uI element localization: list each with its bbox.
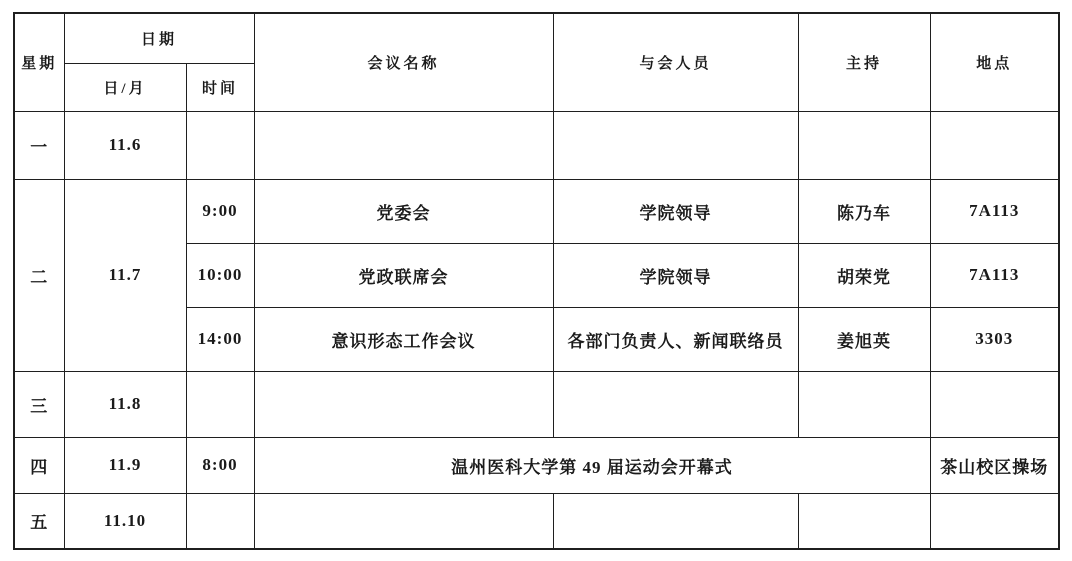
cell-tuesday-2-time: 10:00 bbox=[186, 243, 254, 307]
cell-monday-meeting bbox=[254, 111, 553, 179]
cell-thursday-date: 11.9 bbox=[64, 437, 186, 493]
cell-monday-host bbox=[798, 111, 930, 179]
cell-tuesday-3-time: 14:00 bbox=[186, 307, 254, 371]
cell-monday-weekday: 一 bbox=[14, 111, 64, 179]
header-day-month: 日/月 bbox=[64, 63, 186, 111]
row-monday bbox=[14, 111, 1059, 179]
cell-wednesday-meeting bbox=[254, 371, 553, 437]
cell-wednesday-date: 11.8 bbox=[64, 371, 186, 437]
cell-monday-attendees bbox=[553, 111, 798, 179]
cell-wednesday-weekday: 三 bbox=[14, 371, 64, 437]
cell-tuesday-3-attendees: 各部门负责人、新闻联络员 bbox=[553, 307, 798, 371]
cell-wednesday-attendees bbox=[553, 371, 798, 437]
cell-wednesday-host bbox=[798, 371, 930, 437]
row-friday bbox=[14, 493, 1059, 549]
row-wednesday bbox=[14, 371, 1059, 437]
cell-wednesday-time bbox=[186, 371, 254, 437]
cell-friday-attendees bbox=[553, 493, 798, 549]
row-thursday bbox=[14, 437, 1059, 493]
cell-thursday-time: 8:00 bbox=[186, 437, 254, 493]
cell-friday-location bbox=[930, 493, 1059, 549]
cell-monday-date: 11.6 bbox=[64, 111, 186, 179]
cell-thursday-location: 茶山校区操场 bbox=[930, 437, 1059, 493]
cell-tuesday-date: 11.7 bbox=[64, 179, 186, 371]
cell-wednesday-location bbox=[930, 371, 1059, 437]
cell-monday-time bbox=[186, 111, 254, 179]
cell-tuesday-weekday: 二 bbox=[14, 179, 64, 371]
header-weekday: 星期 bbox=[14, 13, 64, 111]
cell-friday-meeting bbox=[254, 493, 553, 549]
cell-tuesday-1-time: 9:00 bbox=[186, 179, 254, 243]
cell-thursday-event: 温州医科大学第 49 届运动会开幕式 bbox=[254, 437, 930, 493]
cell-friday-host bbox=[798, 493, 930, 549]
cell-monday-location bbox=[930, 111, 1059, 179]
cell-tuesday-3-meeting: 意识形态工作会议 bbox=[254, 307, 553, 371]
row-tuesday-meeting-1 bbox=[14, 179, 1059, 243]
cell-tuesday-1-location: 7A113 bbox=[930, 179, 1059, 243]
header-meeting-name: 会议名称 bbox=[254, 13, 553, 111]
cell-tuesday-2-location: 7A113 bbox=[930, 243, 1059, 307]
schedule-page bbox=[0, 12, 1072, 561]
cell-tuesday-2-host: 胡荣党 bbox=[798, 243, 930, 307]
header-time: 时间 bbox=[186, 63, 254, 111]
header-date: 日期 bbox=[64, 13, 254, 63]
cell-friday-date: 11.10 bbox=[64, 493, 186, 549]
header-host: 主持 bbox=[798, 13, 930, 111]
cell-thursday-weekday: 四 bbox=[14, 437, 64, 493]
cell-tuesday-2-attendees: 学院领导 bbox=[553, 243, 798, 307]
cell-tuesday-1-host: 陈乃车 bbox=[798, 179, 930, 243]
cell-tuesday-2-meeting: 党政联席会 bbox=[254, 243, 553, 307]
header-location: 地点 bbox=[930, 13, 1059, 111]
cell-tuesday-1-meeting: 党委会 bbox=[254, 179, 553, 243]
cell-tuesday-1-attendees: 学院领导 bbox=[553, 179, 798, 243]
cell-friday-weekday: 五 bbox=[14, 493, 64, 549]
header-row-top bbox=[14, 13, 1059, 63]
cell-friday-time bbox=[186, 493, 254, 549]
schedule-table bbox=[13, 12, 1060, 550]
cell-tuesday-3-location: 3303 bbox=[930, 307, 1059, 371]
cell-tuesday-3-host: 姜旭英 bbox=[798, 307, 930, 371]
header-attendees: 与会人员 bbox=[553, 13, 798, 111]
